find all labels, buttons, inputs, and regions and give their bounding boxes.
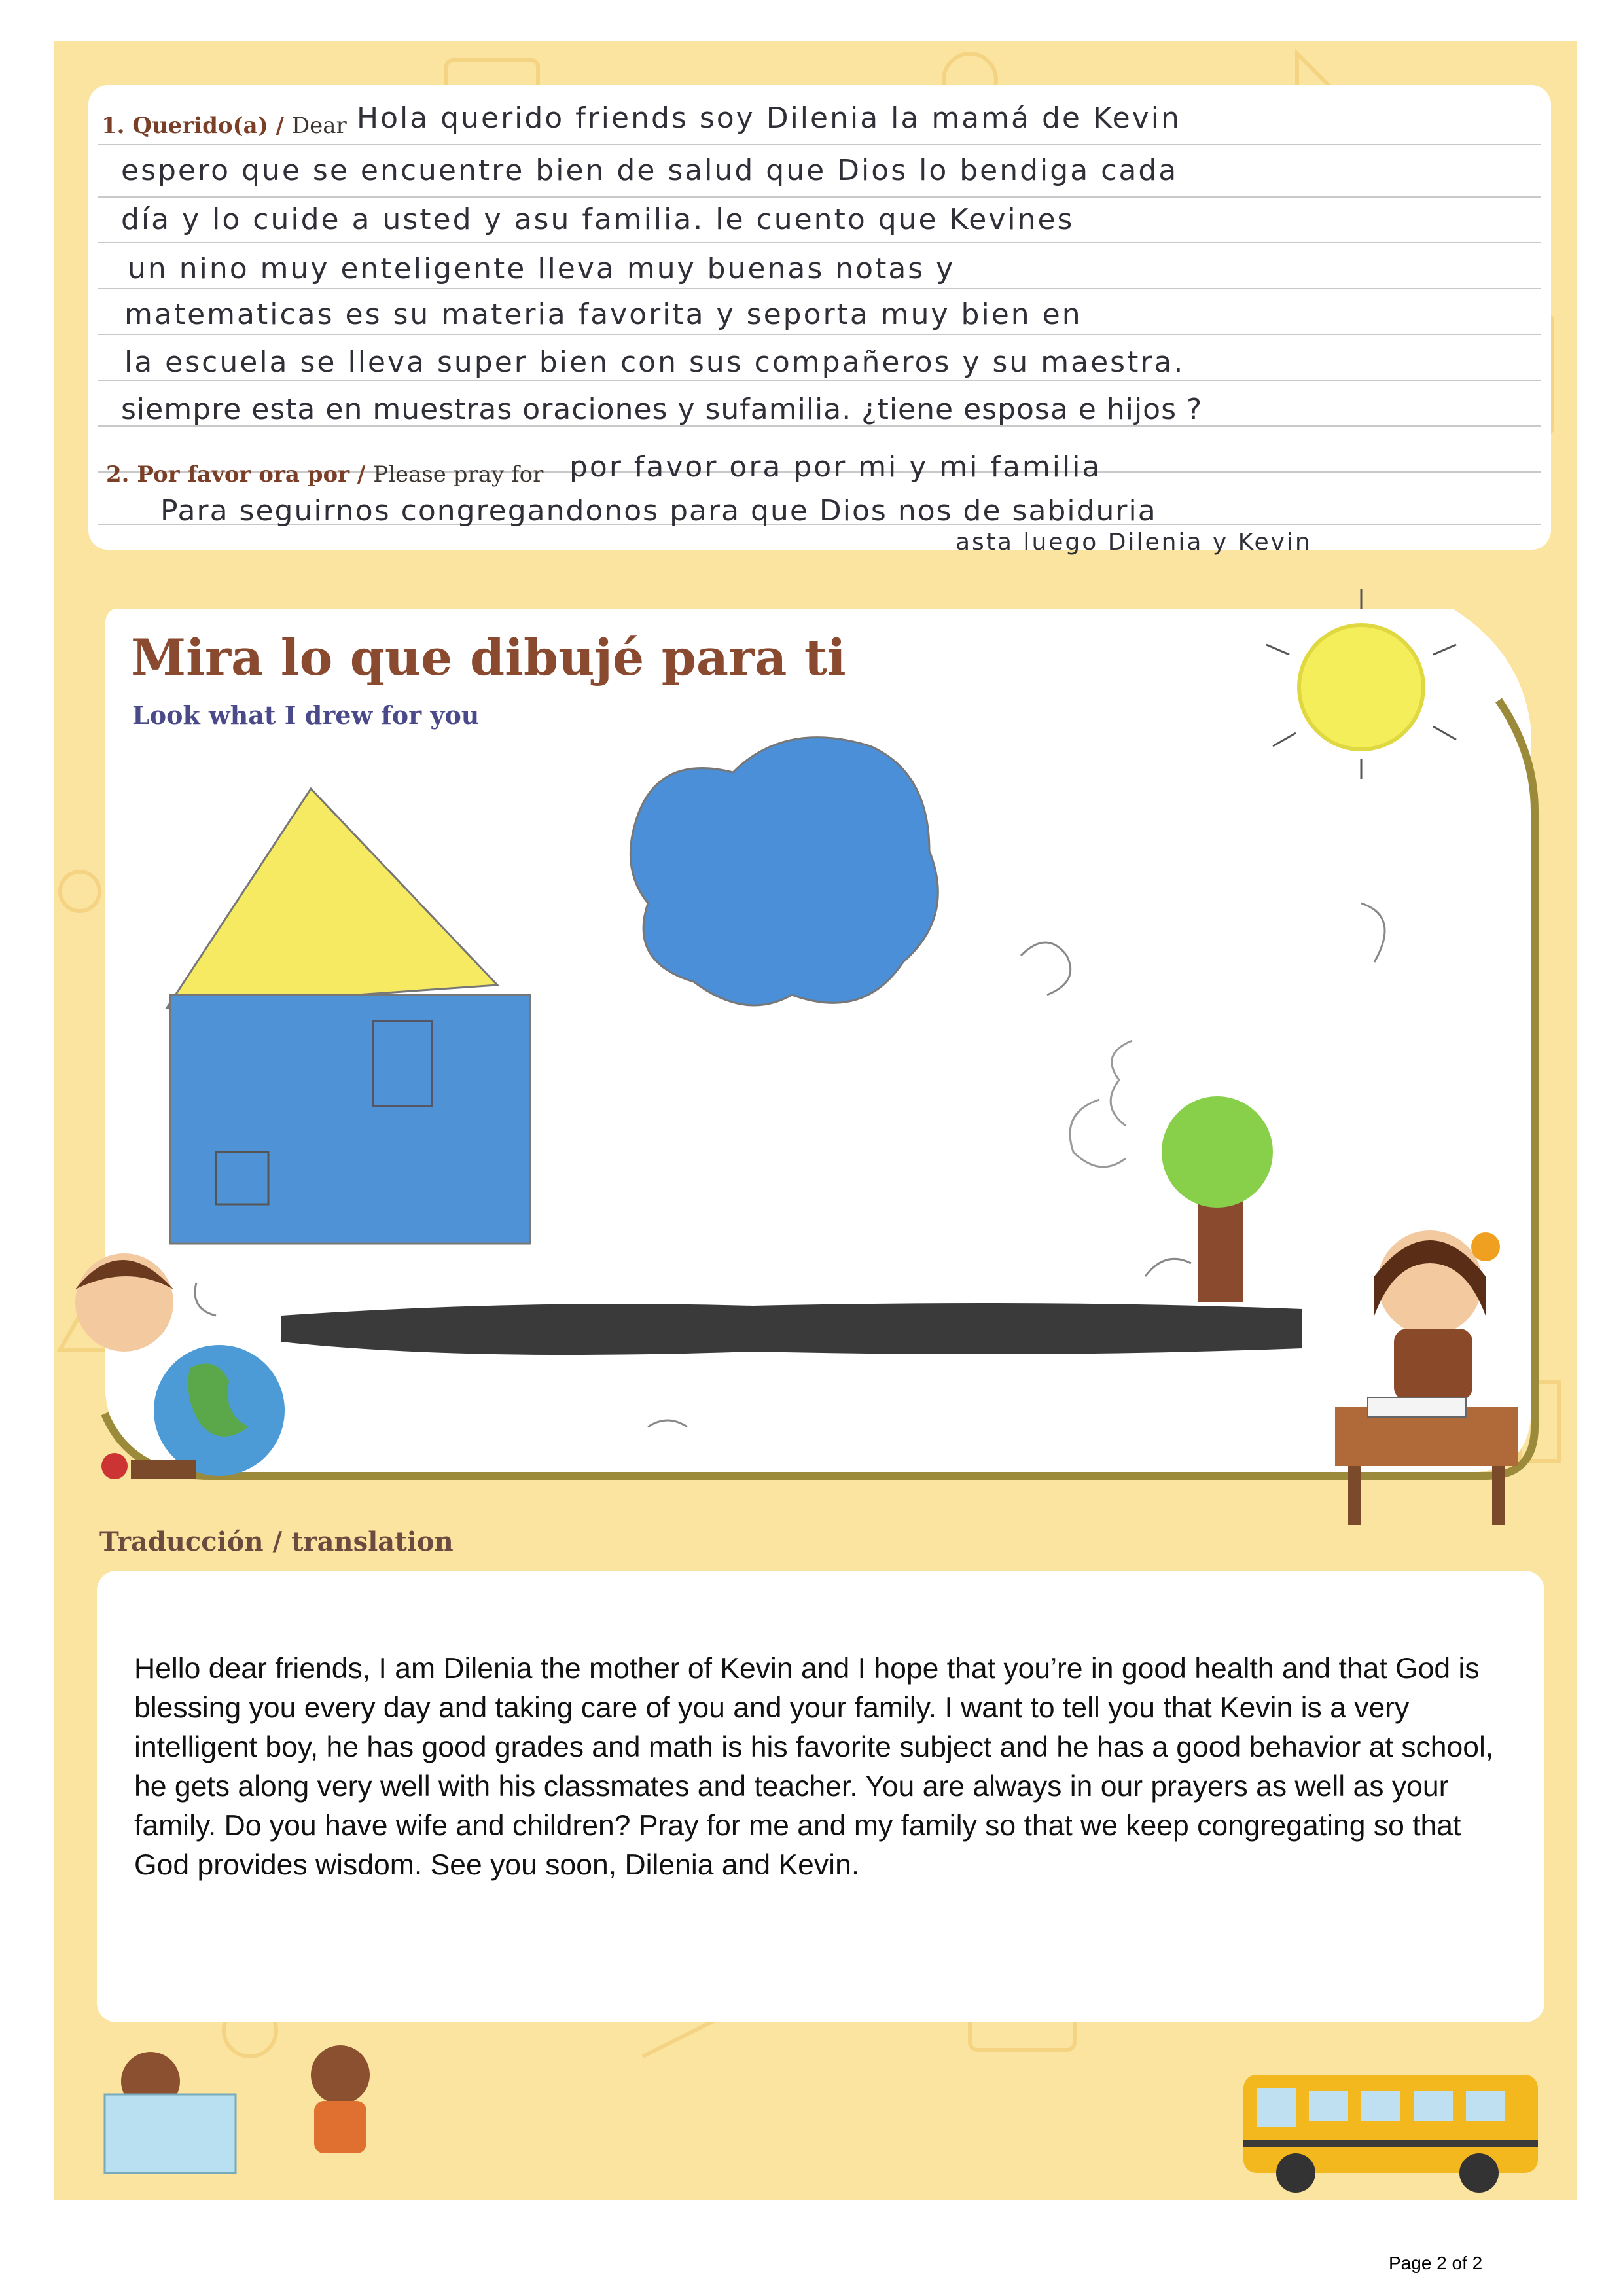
drawing-title: Mira lo que dibujé para ti [131,628,846,687]
school-bus-illustration [1243,2075,1538,2193]
handwritten-line-4: un nino muy enteligente lleva muy buenas notas y [128,252,955,285]
pray-line-1: por favor ora por mi y mi familia [569,450,1102,484]
handwritten-line-5: matematicas es su materia favorita y seporta muy bien en [124,298,1082,331]
translation-text: Hello dear friends, I am Dilenia the mother of Kevin and I hope that you’re in good health and that God is blessing you every day and taking care of you and your family. I want to tell you that Kevin is a very intelligent boy, he has good grades and math is his favorite subject and he has a good behavior at school, he gets along very well with his classmates and teacher. You are always in our prayers as well as your family. Do you have wife and children? Pray for me and my family so that we keep congregating so that God provides wisdom. See you soon, Dilenia and Kevin. [134,1653,1494,1881]
pray-label: 2. Por favor ora por / Please pray for [106,461,544,488]
dear-label: 1. Querido(a) / Dear [101,113,347,139]
handwritten-line-3: día y lo cuide a usted y asu familia. le cuento que Kevines [121,203,1075,236]
handwritten-line-2: espero que se encuentre bien de salud que Dios lo bendiga cada [121,154,1179,187]
translation-label: Traducción / translation [99,1526,454,1557]
page-number: Page 2 of 2 [1389,2253,1483,2273]
drawing-subtitle: Look what I drew for you [132,700,480,730]
handwritten-line-1: Hola querido friends soy Dilenia la mamá de Kevin [357,101,1181,135]
handwritten-line-7: siempre esta en muestras oraciones y sufamilia. ¿tiene esposa e hijos ? [121,393,1203,426]
pray-line-3: asta luego Dilenia y Kevin [955,529,1312,556]
children-drawing-illustration [105,2045,370,2173]
pray-line-2: Para seguirnos congregandonos para que Dios nos de sabiduria [160,494,1157,528]
handwritten-line-6: la escuela se lleva super bien con sus compañeros y su maestra. [124,346,1185,379]
